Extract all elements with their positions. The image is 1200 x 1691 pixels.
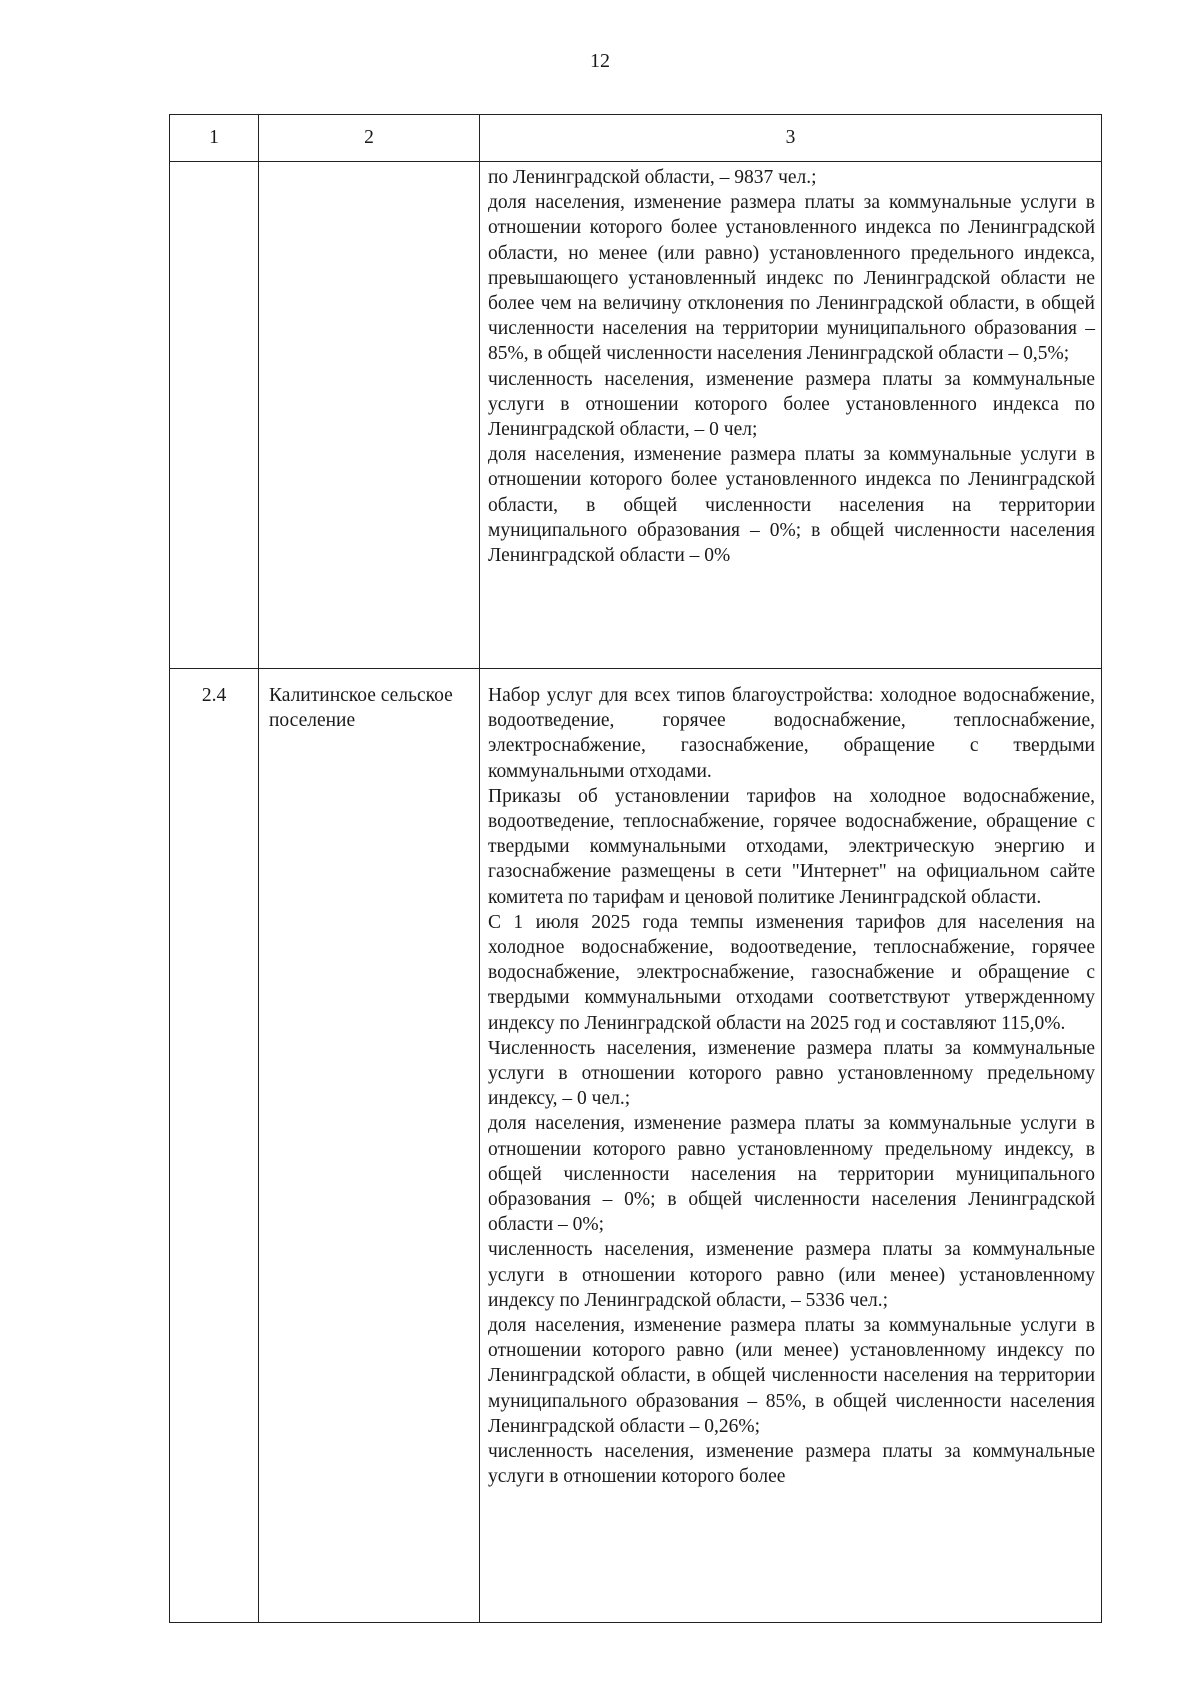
row-content [480,669,1102,1623]
row-number: 2.4 [170,669,259,1623]
table-row [170,162,1102,669]
table-row [170,669,1102,1623]
column-header-1: 1 [170,115,259,162]
content-paragraph: доля населения, изменение размера платы за коммунальные услуги в отношении которого более установленного индекса по Ленинградской области, но менее (или равно) установленного предельного индекса, превышающего установленный индекс по Ленинградской области не более чем на величину отклонения по Ленинградской области, в общей численности населения на территории муниципального образования – 85%, в общей численности населения Ленинградской области – 0,5%; [488,192,1095,365]
content-paragraph: Численность населения, изменение размера платы за коммунальные услуги в отношении которого равно установленному предельному индексу, – 0 чел.; [488,1037,1095,1110]
content-paragraph: Приказы об установлении тарифов на холодное водоснабжение, водоотведение, теплоснабжение, горячее водоснабжение, обращение с твердыми коммунальными отходами, электрическую энергию и газоснабжение размещены в сети "Интернет" на официальном сайте комитета по тарифам и ценовой политике Ленинградской области. [488,785,1095,908]
tariff-table [169,114,1102,1623]
content-paragraph: численность населения, изменение размера платы за коммунальные услуги в отношении которого равно (или менее) установленному индексу по Ленинградской области, – 5336 чел.; [488,1239,1095,1311]
content-paragraph: доля населения, изменение размера платы за коммунальные услуги в отношении которого равно (или менее) установленному индексу по Ленинградской области, в общей численности населения на территории муниципального образования – 85%, в общей численности населения Ленинградской области – 0,26%; [488,1315,1095,1437]
municipality-name: Калитинское сельское поселение [259,669,480,1623]
content-paragraph: численность населения, изменение размера платы за коммунальные услуги в отношении которого более установленного индекса по Ленинградской области, – 0 чел; [488,368,1095,441]
content-paragraph: численность населения, изменение размера платы за коммунальные услуги в отношении которого более [488,1441,1095,1488]
table-header-row [170,115,1102,162]
municipality-name [259,162,480,669]
row-content [480,162,1102,669]
content-paragraph: по Ленинградской области, – 9837 чел.; [488,167,817,188]
content-paragraph: доля населения, изменение размера платы за коммунальные услуги в отношении которого более установленного индекса по Ленинградской области, в общей численности населения на территории муниципального образования – 0%; в общей численности населения Ленинградской области – 0% [488,444,1095,567]
row-number [170,162,259,669]
column-header-2: 2 [259,115,480,162]
content-paragraph: С 1 июля 2025 года темпы изменения тарифов для населения на холодное водоснабжение, водоотведение, теплоснабжение, горячее водоснабжение, электроснабжение, газоснабжение и обращение с твердыми коммунальными отходами соответствуют утвержденному индексу по Ленинградской области на 2025 год и составляют 115,0%. [488,911,1095,1034]
content-paragraph: Набор услуг для всех типов благоустройства: холодное водоснабжение, водоотведение, горячее водоснабжение, теплоснабжение, электроснабжение, газоснабжение, обращение с твердыми коммунальными отходами. [488,685,1095,782]
content-paragraph: доля населения, изменение размера платы за коммунальные услуги в отношении которого равно установленному предельному индексу, в общей численности населения на территории муниципального образования – 0%; в общей численности населения Ленинградской области – 0%; [488,1113,1095,1236]
column-header-3: 3 [480,115,1102,162]
page-number: 12 [590,50,610,72]
